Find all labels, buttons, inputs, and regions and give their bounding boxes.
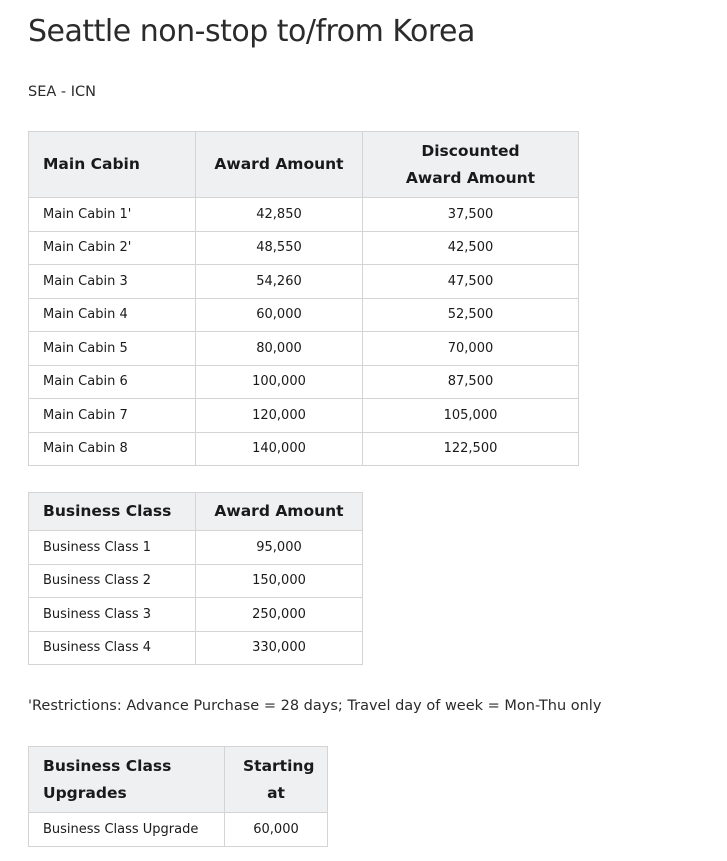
table-row (29, 231, 579, 265)
table-cell: 60,000 (225, 813, 328, 847)
route-label: SEA - ICN (28, 84, 96, 100)
table-cell: Main Cabin 1' (29, 198, 196, 232)
table-cell: 140,000 (196, 432, 363, 466)
table-row (29, 265, 579, 299)
table-row (29, 531, 363, 565)
table-cell: Main Cabin 5 (29, 332, 196, 366)
table-cell: Business Class 1 (29, 531, 196, 565)
table-cell: Main Cabin 7 (29, 399, 196, 433)
table-cell: 47,500 (363, 265, 579, 299)
column-header: Discounted Award Amount (363, 132, 579, 198)
column-header: Award Amount (196, 132, 363, 198)
table-cell: 150,000 (196, 564, 363, 598)
table-row (29, 332, 579, 366)
table-cell: 120,000 (196, 399, 363, 433)
table-header-row (29, 747, 328, 813)
table-row (29, 432, 579, 466)
page-title: Seattle non-stop to/from Korea (28, 14, 475, 49)
table-cell: Business Class Upgrade (29, 813, 225, 847)
table-row (29, 598, 363, 632)
table-cell: Main Cabin 8 (29, 432, 196, 466)
main-cabin-table (28, 131, 579, 466)
table-cell: 95,000 (196, 531, 363, 565)
table-header-row (29, 132, 579, 198)
table-row (29, 564, 363, 598)
table-row (29, 399, 579, 433)
table-cell: 100,000 (196, 365, 363, 399)
column-header: Main Cabin (29, 132, 196, 198)
table-cell: 52,500 (363, 298, 579, 332)
table-cell: Main Cabin 6 (29, 365, 196, 399)
table-cell: 48,550 (196, 231, 363, 265)
table-cell: 60,000 (196, 298, 363, 332)
table-cell: 42,850 (196, 198, 363, 232)
table-row (29, 631, 363, 665)
upgrade-table (28, 746, 328, 847)
business-class-table (28, 492, 363, 665)
table-row (29, 813, 328, 847)
table-cell: Main Cabin 4 (29, 298, 196, 332)
column-header: Starting at (225, 747, 328, 813)
table-cell: 87,500 (363, 365, 579, 399)
table-cell: 37,500 (363, 198, 579, 232)
table-cell: 80,000 (196, 332, 363, 366)
table-cell: Business Class 2 (29, 564, 196, 598)
table-cell: 42,500 (363, 231, 579, 265)
table-cell: 70,000 (363, 332, 579, 366)
column-header: Business Class (29, 493, 196, 531)
table-cell: 105,000 (363, 399, 579, 433)
table-row (29, 365, 579, 399)
table-cell: 330,000 (196, 631, 363, 665)
table-row (29, 298, 579, 332)
restrictions-note: 'Restrictions: Advance Purchase = 28 days; Travel day of week = Mon-Thu only (28, 698, 602, 714)
table-cell: 122,500 (363, 432, 579, 466)
table-cell: Main Cabin 3 (29, 265, 196, 299)
table-cell: Main Cabin 2' (29, 231, 196, 265)
table-row (29, 198, 579, 232)
table-cell: 54,260 (196, 265, 363, 299)
column-header: Award Amount (196, 493, 363, 531)
table-cell: 250,000 (196, 598, 363, 632)
table-cell: Business Class 4 (29, 631, 196, 665)
column-header: Business Class Upgrades (29, 747, 225, 813)
table-header-row (29, 493, 363, 531)
table-cell: Business Class 3 (29, 598, 196, 632)
